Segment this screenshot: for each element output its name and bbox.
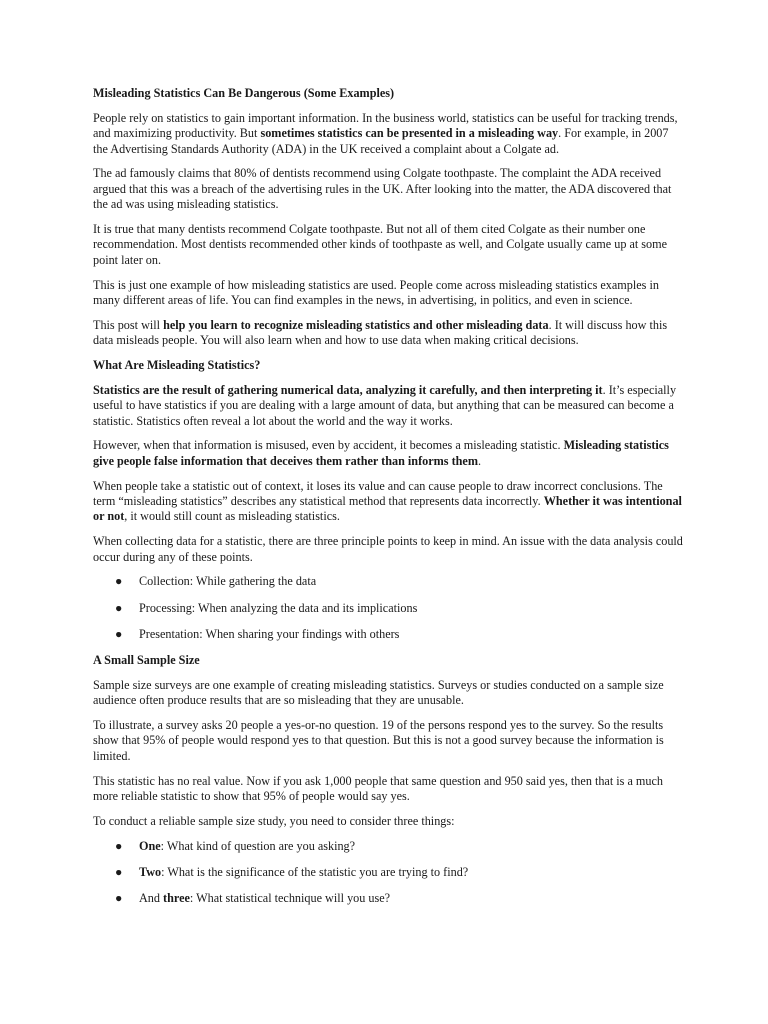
bold-run: sometimes statistics can be presented in a misleading way bbox=[260, 126, 559, 141]
paragraph-definition bbox=[93, 383, 683, 429]
list-item bbox=[93, 601, 683, 616]
bold-run: three bbox=[163, 891, 190, 906]
list-item bbox=[93, 574, 683, 589]
bold-run: Statistics are the result of gathering numerical data, analyzing it carefully, and then interpreting it bbox=[93, 382, 603, 397]
list-item bbox=[93, 891, 683, 906]
text-run: . For example, in 2007 the Advertising Standards Authority (ADA) in the UK received a complaint about a Colgate ad. bbox=[93, 126, 669, 156]
bullet-icon: ● bbox=[115, 838, 123, 853]
bold-run: Two bbox=[139, 864, 162, 879]
bullet-icon: ● bbox=[115, 891, 123, 906]
document-page bbox=[93, 86, 683, 917]
text-run: : What kind of question are you asking? bbox=[160, 838, 356, 853]
bold-run: Misleading statistics give people false information that deceives them rather than informs them bbox=[93, 438, 669, 468]
paragraph-context bbox=[93, 479, 683, 525]
paragraph-three-points: When collecting data for a statistic, there are three principle points to keep in mind. An issue with the data analysis could occur during any of these points. bbox=[93, 534, 683, 564]
paragraph-no-real-value: This statistic has no real value. Now if you ask 1,000 people that same question and 950 said yes, then that is a much more reliable statistic to show that 95% of people would say yes. bbox=[93, 773, 663, 804]
text-run: . It will discuss how this data misleads people. You will also learn when and how to use data when making critical decisions. bbox=[93, 317, 668, 348]
document-title: Misleading Statistics Can Be Dangerous (Some Examples) bbox=[93, 86, 395, 100]
text-run: People rely on statistics to gain important information. In the business world, statistics can be useful for tracking trends, and maximizing productivity. But bbox=[93, 110, 678, 141]
bold-run: Whether it was intentional or not bbox=[93, 494, 682, 524]
text-run: When people take a statistic out of context, it loses its value and can cause people to draw incorrect conclusions. The term “misleading statistics” describes any statistical method that represents data incorrectly. bbox=[93, 478, 663, 509]
list-three-things bbox=[93, 839, 683, 907]
bullet-icon: ● bbox=[115, 600, 123, 615]
list-item-text: Presentation: When sharing your findings with others bbox=[139, 626, 400, 641]
text-run: , it would still count as misleading statistics. bbox=[124, 509, 340, 524]
section-heading-what-are: What Are Misleading Statistics? bbox=[93, 358, 261, 373]
list-item bbox=[93, 627, 683, 642]
list-data-points bbox=[93, 574, 683, 642]
bold-run: help you learn to recognize misleading statistics and other misleading data bbox=[163, 317, 549, 332]
paragraph-sample-surveys: Sample size surveys are one example of creating misleading statistics. Surveys or studies conducted on a sample size audience often produce results that are so misleading that they are unusable. bbox=[93, 677, 664, 708]
list-item bbox=[93, 839, 683, 854]
text-run: However, when that information is misused, even by accident, it becomes a misleading statistic. bbox=[93, 438, 564, 453]
list-item-text: Collection: While gathering the data bbox=[139, 574, 317, 589]
paragraph-three-things: To conduct a reliable sample size study, you need to consider three things: bbox=[93, 813, 455, 828]
paragraph-post-purpose bbox=[93, 318, 683, 349]
text-run: : What statistical technique will you use? bbox=[189, 891, 391, 906]
list-item bbox=[93, 865, 683, 880]
text-run: : What is the significance of the statistic you are trying to find? bbox=[161, 864, 469, 879]
text-run: . bbox=[477, 453, 482, 468]
bullet-icon: ● bbox=[115, 864, 123, 879]
bold-run: One bbox=[139, 838, 161, 853]
list-item-text: Processing: When analyzing the data and its implications bbox=[139, 600, 418, 615]
paragraph-examples: This is just one example of how misleading statistics are used. People come across misleading statistics examples in many different areas of life. You can find examples in the news, in advertising, in politics, and even in science. bbox=[93, 277, 659, 308]
bullet-icon: ● bbox=[115, 574, 123, 589]
paragraph-illustration: To illustrate, a survey asks 20 people a yes-or-no question. 19 of the persons respond yes to the survey. So the results show that 95% of people would respond yes to that question. But this is not a good survey because the information is limited. bbox=[93, 718, 664, 763]
bullet-icon: ● bbox=[115, 626, 123, 641]
section-heading-small-sample: A Small Sample Size bbox=[93, 653, 200, 668]
text-run: . It’s especially useful to have statistics if you are dealing with a large amount of data, but anything that can be measured can become a statistic. Statistics often reveal a lot about the world and the way it works. bbox=[93, 382, 677, 428]
paragraph-dentists: It is true that many dentists recommend Colgate toothpaste. But not all of them cited Colgate as their number one recommendation. Most dentists recommended other kinds of toothpaste as well, and Colgate usually came up at some point later on. bbox=[93, 222, 668, 267]
text-run: This post will bbox=[93, 317, 164, 332]
paragraph-colgate-ad: The ad famously claims that 80% of dentists recommend using Colgate toothpaste. The complaint the ADA received argued that this was a breach of the advertising rules in the UK. After looking into the matter, the ADA discovered that the ad was using misleading statistics. bbox=[93, 166, 672, 212]
paragraph-misuse bbox=[93, 438, 683, 469]
paragraph-intro bbox=[93, 111, 683, 157]
text-run: And bbox=[139, 891, 164, 906]
